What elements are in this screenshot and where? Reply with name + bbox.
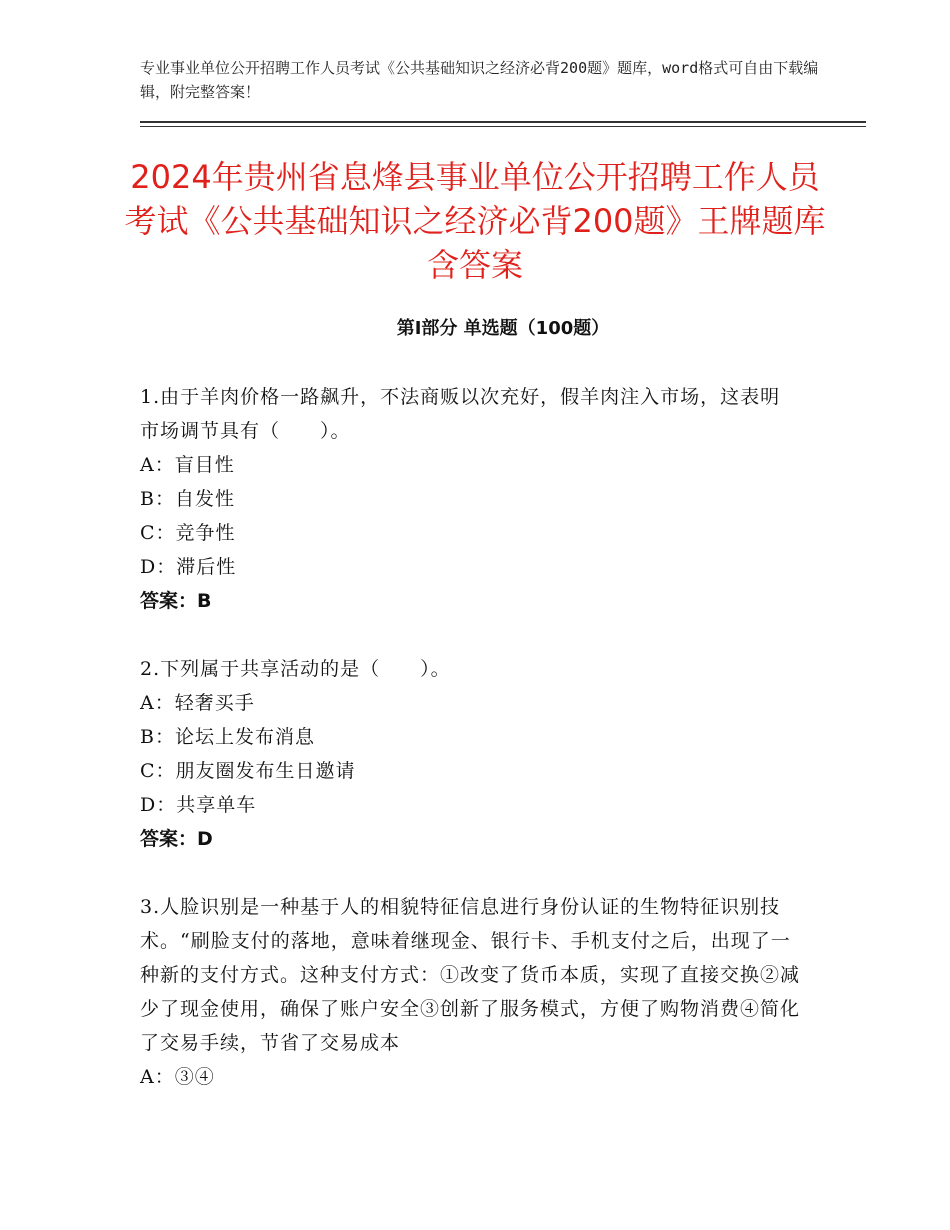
question-3-option-a: A：③④ [140, 1066, 215, 1088]
question-2-answer: 答案：D [140, 828, 213, 850]
question-2-text: 2.下列属于共享活动的是（ ）。 [140, 658, 451, 680]
header-note: 专业事业单位公开招聘工作人员考试《公共基础知识之经济必背200题》题库，word格式可自由下载编辑，附完整答案！ [140, 59, 819, 101]
question-1-text: 1.由于羊肉价格一路飙升，不法商贩以次充好，假羊肉注入市场，这表明市场调节具有（ ）。 [140, 386, 781, 442]
question-2-option-b: B：论坛上发布消息 [140, 726, 315, 748]
question-1-option-b: B：自发性 [140, 488, 235, 510]
question-2-option-a: A：轻奢买手 [140, 692, 255, 714]
section-heading: 第Ⅰ部分 单选题（100题） [396, 318, 610, 339]
question-2-option-d: D：共享单车 [140, 794, 257, 816]
header-divider-thin [140, 126, 866, 127]
document-title: 2024年贵州省息烽县事业单位公开招聘工作人员考试《公共基础知识之经济必背200题》王牌题库含答案 [124, 158, 826, 284]
question-1-option-c: C：竞争性 [140, 522, 236, 544]
question-1-option-a: A：盲目性 [140, 454, 235, 476]
question-2-option-c: C：朋友圈发布生日邀请 [140, 760, 356, 782]
question-1-option-d: D：滞后性 [140, 556, 237, 578]
question-1-answer: 答案：B [140, 590, 212, 612]
header-divider-thick [140, 121, 866, 123]
question-3-text: 3.人脸识别是一种基于人的相貌特征信息进行身份认证的生物特征识别技术。“刷脸支付的落地，意味着继现金、银行卡、手机支付之后，出现了一种新的支付方式。这种支付方式：①改变了货币本质，实现了直接交换②减少了现金使用，确保了账户安全③创新了服务模式，方便了购物消费④简化了交易手续，节省了交易成本 [140, 896, 801, 1054]
